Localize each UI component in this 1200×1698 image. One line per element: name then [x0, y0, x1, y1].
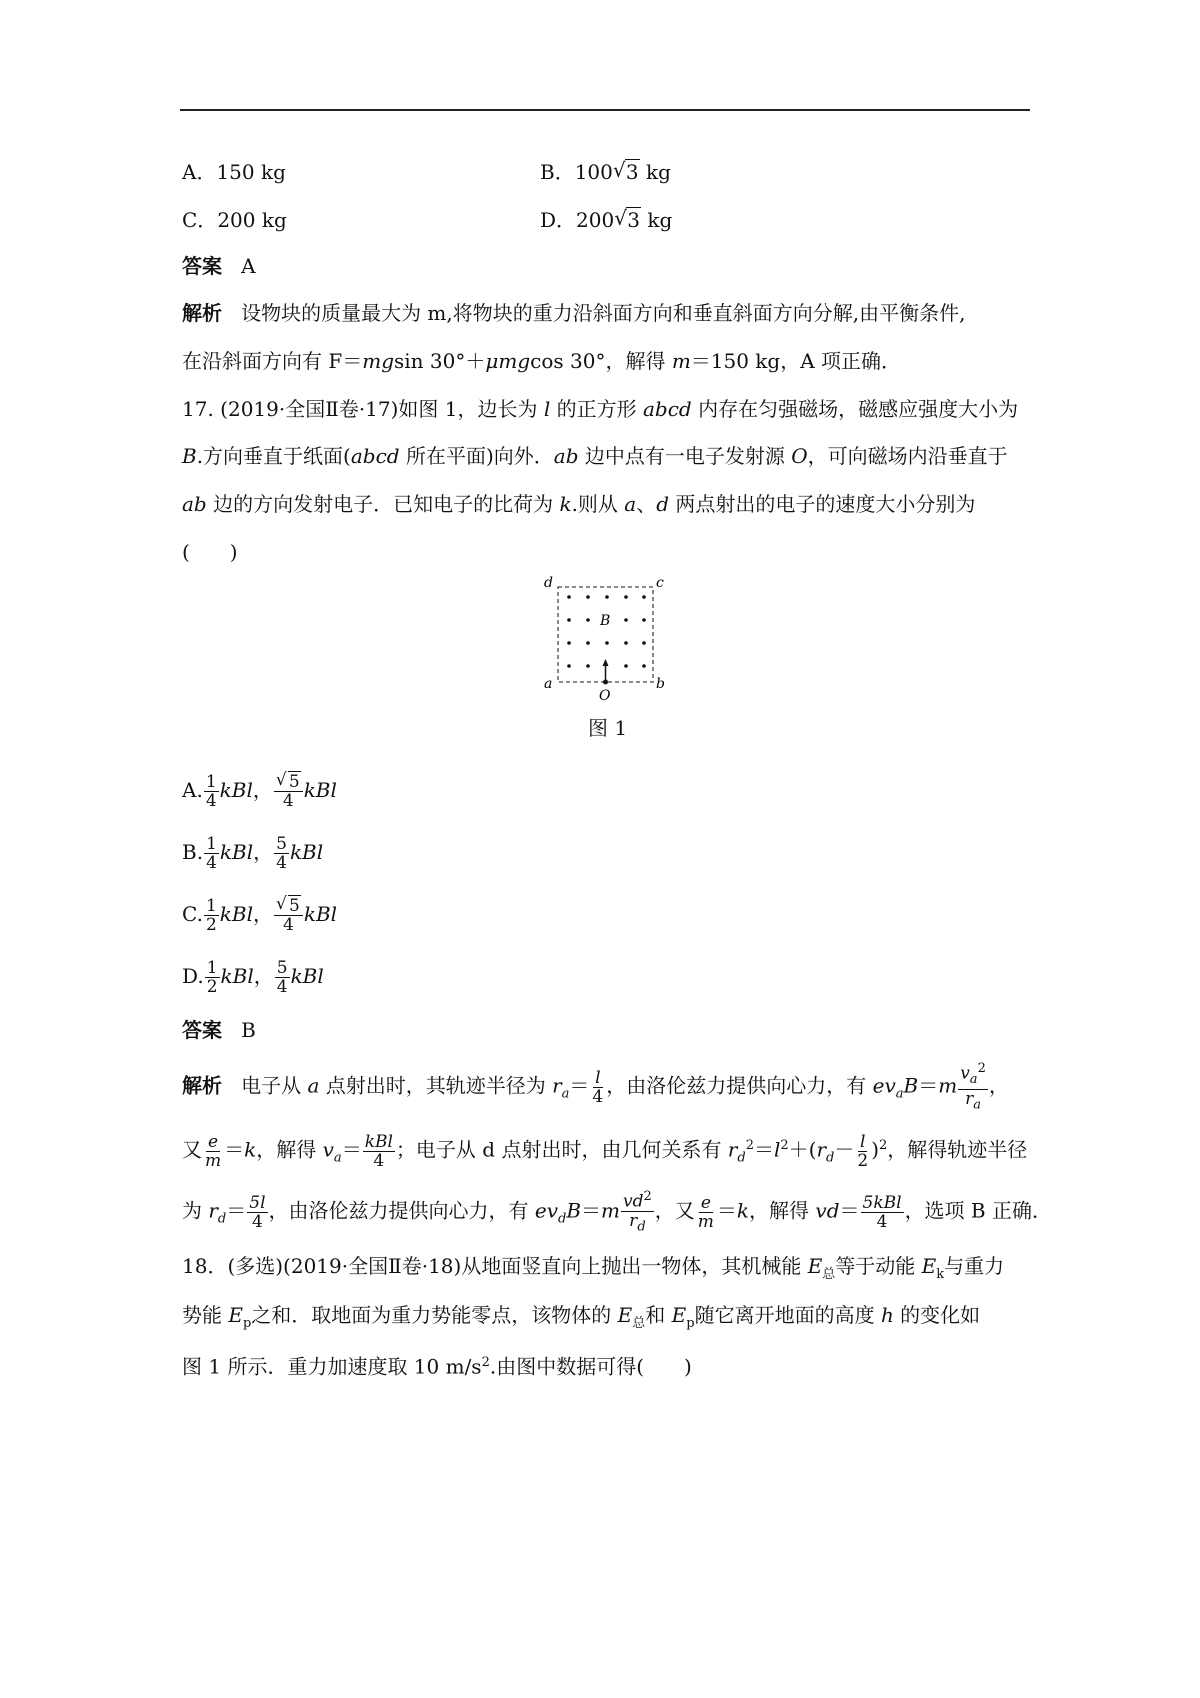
corner-c: c — [656, 575, 664, 591]
q17-option-b: B. $\frac{1}{4}$ kBl， $\frac{5}{4}$ kBl — [182, 834, 324, 873]
q17-option-c: C. $\frac{1}{2}$ kBl， √ $\frac{5}{4}$ kBl — [182, 894, 337, 934]
option-d: D．200√ 3 kg — [540, 207, 672, 233]
field-label: B — [600, 613, 611, 629]
q17-option-d: D. $\frac{1}{2}$ kBl， $\frac{5}{4}$ kBl — [182, 958, 324, 997]
figure-caption: 图 1 — [588, 716, 628, 740]
header-rule — [180, 109, 1030, 111]
option-c: C．200 kg — [182, 208, 287, 232]
corner-d: d — [544, 575, 553, 591]
corner-b: b — [656, 676, 665, 692]
analysis-17-line3: 为 $r_d=$ $\frac{5l}{4}$ ，由洛伦兹力提供向心力，有 $ev_dB=m$ $\frac{vd^2}{r_d}$ ，又 $\frac{e}{m}$ ＝k，解得 vd＝ $\frac{\text{5kBl}}{4}$ ，选项 B 正确． — [182, 1189, 1052, 1235]
q17-line3: ab 边的方向发射电子．已知电子的比荷为 k.则从 a、d 两点射出的电子的速度大小分别为 — [182, 492, 976, 516]
answer-17: 答案 B — [182, 1018, 256, 1042]
field-dots — [567, 595, 646, 668]
analysis-16-line1: 解析 设物块的质量最大为 m,将物块的重力沿斜面方向和垂直斜面方向分解,由平衡条件, — [182, 301, 966, 325]
source-point — [603, 680, 608, 685]
q17-line4: ( ) — [182, 540, 238, 564]
answer-16: 答案 A — [182, 254, 256, 278]
analysis-17-line1: 解析 电子从 a 点射出时，其轨迹半径为 $r_a=$ $\frac{l}{4}$ ，由洛伦兹力提供向心力，有 $ev_aB=m$ $\frac{v_a^2}{r_a}$ ， — [182, 1061, 1009, 1113]
q18-line1: 18．(多选)(2019·全国Ⅱ卷·18)从地面竖直向上抛出一物体，其机械能 $E_总$等于动能 $E_k$与重力 — [182, 1254, 1005, 1282]
corner-a: a — [544, 676, 553, 692]
option-b: B．100√ 3 kg — [540, 159, 671, 185]
q17-option-a: A. $\frac{1}{4}$ kBl， √ $\frac{5}{4}$ kBl — [182, 770, 337, 810]
velocity-arrow-head — [603, 659, 609, 666]
analysis-16-line2: 在沿斜面方向有 F＝mgsin 30°＋μmgcos 30°，解得 m＝150 kg，A 项正确． — [182, 349, 902, 373]
q18-line3: 图 1 所示．重力加速度取 10 $m/s^2$.由图中数据可得( ) — [182, 1354, 692, 1379]
option-a: A．150 kg — [182, 160, 286, 184]
q18-line2: 势能 $E_p$之和．取地面为重力势能零点，该物体的 $E_总$和 $E_p$随它离开地面的高度 h 的变化如 — [182, 1303, 981, 1331]
magnetic-field-figure — [540, 575, 670, 705]
analysis-17-line2: 又 $\frac{e}{m}$ ＝k，解得 $v_a=$ $\frac{\text{kBl}}{4}$ ；电子从 d 点射出时，由几何关系有 $r_d^2=l^2+(r_d-$ $\frac{l}{2}$ )$^2$，解得轨迹半径 — [182, 1131, 1028, 1171]
q17-line2: B.方向垂直于纸面(abcd 所在平面)向外．ab 边中点有一电子发射源 O，可向磁场内沿垂直于 — [182, 444, 1008, 468]
q17-line1: 17. (2019·全国Ⅱ卷·17)如图 1，边长为 l 的正方形 abcd 内存在匀强磁场，磁感应强度大小为 — [182, 397, 1019, 421]
source-label: O — [599, 688, 611, 704]
